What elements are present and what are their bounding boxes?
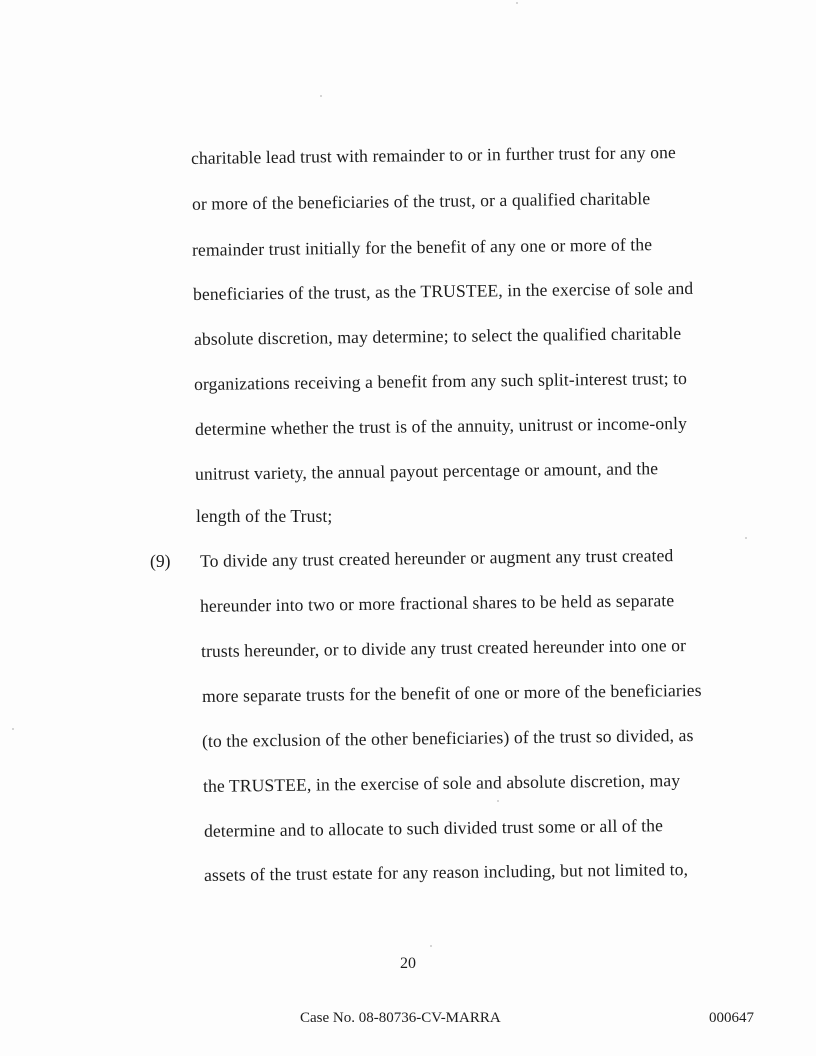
text-line: organizations receiving a benefit from any such split-interest trust; to: [193, 367, 688, 395]
text-line: more separate trusts for the benefit of one or more of the beneficiaries: [201, 679, 702, 707]
item-marker: (9): [150, 551, 171, 571]
scan-speck: [516, 2, 518, 4]
case-number: Case No. 08-80736-CV-MARRA: [300, 1010, 501, 1026]
scan-speck: [497, 800, 499, 802]
scan-speck: [320, 95, 322, 97]
text-line: remainder trust initially for the benefit of any one or more of the: [191, 234, 653, 260]
text-line: unitrust variety, the annual payout percentage or amount, and the: [194, 458, 659, 484]
text-line: To divide any trust created hereunder or augment any trust created: [199, 545, 674, 571]
text-line: or more of the beneficiaries of the trust, or a qualified charitable: [191, 188, 651, 214]
text-line: beneficiaries of the trust, as the TRUSTEE, in the exercise of sole and: [192, 277, 694, 305]
scan-speck: [430, 945, 432, 947]
text-line: determine and to allocate to such divided trust some or all of the: [203, 815, 664, 841]
text-line: trusts hereunder, or to divide any trust created hereunder into one or: [200, 635, 687, 661]
text-line: assets of the trust estate for any reason including, but not limited to,: [203, 859, 689, 885]
page-number: 20: [400, 955, 416, 972]
scan-speck: [12, 728, 14, 730]
text-line: the TRUSTEE, in the exercise of sole and absolute discretion, may: [202, 770, 681, 796]
text-line: length of the Trust;: [196, 506, 333, 526]
text-line: determine whether the trust is of the annuity, unitrust or income-only: [194, 412, 688, 440]
bates-number: 000647: [709, 1010, 754, 1026]
scan-speck: [745, 537, 747, 539]
text-line: charitable lead trust with remainder to or in further trust for any one: [190, 142, 677, 168]
text-line: hereunder into two or more fractional shares to be held as separate: [199, 590, 675, 616]
text-line: (to the exclusion of the other beneficiaries) of the trust so divided, as: [201, 724, 694, 752]
text-line: absolute discretion, may determine; to select the qualified charitable: [193, 323, 682, 349]
